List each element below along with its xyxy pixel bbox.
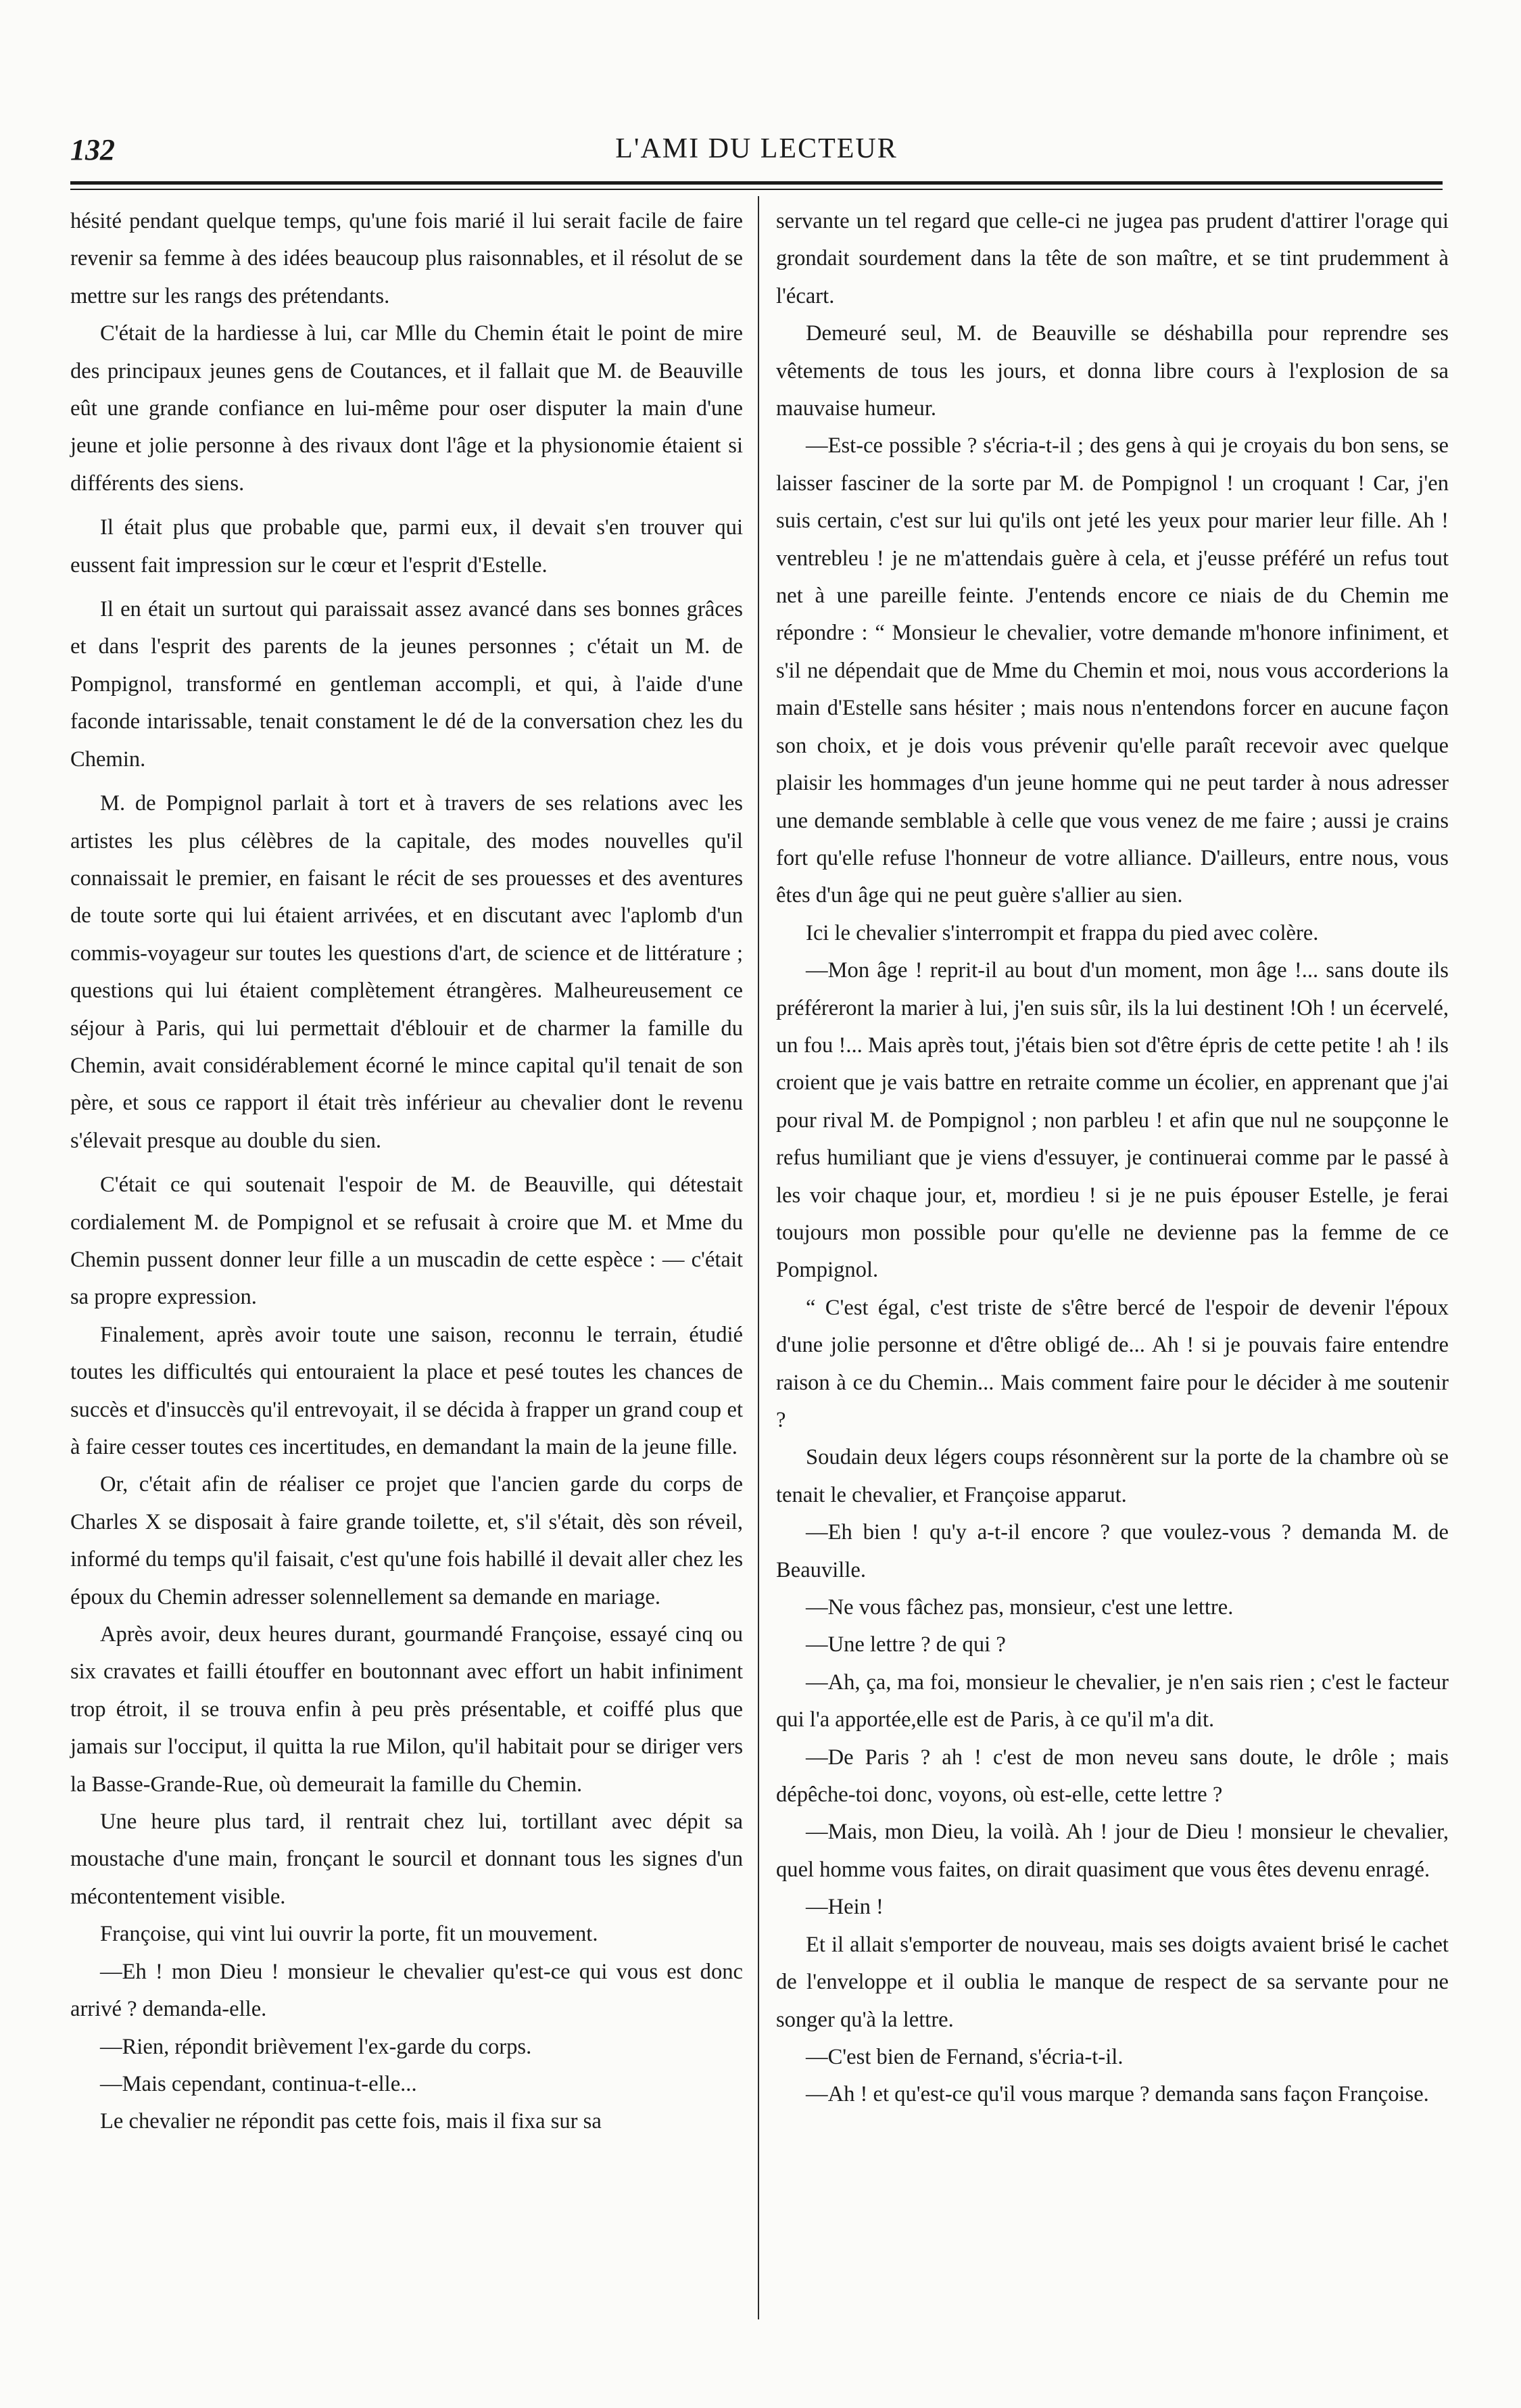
paragraph: C'était ce qui soutenait l'espoir de M. de Beauville, qui détestait cordialement M. de Pompignol et se refusait à croire que M. et Mme du Chemin pussent donner leur fille a un muscadin de cette espèce : — c'était sa propre expression. xyxy=(70,1173,743,1310)
paragraph: —Mais cependant, continua-t-elle... xyxy=(100,2071,417,2096)
page-header xyxy=(70,133,1443,173)
paragraph: Françoise, qui vint lui ouvrir la porte, fit un mouvement. xyxy=(100,1922,598,1947)
paragraph: —Mon âge ! reprit-il au bout d'un moment, mon âge !... sans doute ils préféreront la marier à lui, j'en suis sûr, ils la lui destinent !Oh ! un écervelé, un fou !... Mais après tout, j'étais bien sot d'être épris de cette petite ! ah ! ils croient que je vais battre en retraite comme un écolier, en apprenant que j'ai pour rival M. de Pompignol ; non parbleu ! et afin que nul ne soupçonne le refus humiliant que je viens d'essuyer, je continuerai comme par le passé à les voir chaque jour, et, mordieu ! si je ne puis épouser Estelle, je ferai toujours mon possible pour qu'elle ne devienne pas la femme de ce Pompignol. xyxy=(776,958,1449,1283)
column-divider xyxy=(758,196,759,2319)
paragraph: —Eh ! mon Dieu ! monsieur le chevalier qu'est-ce qui vous est donc arrivé ? demanda-elle. xyxy=(70,1959,743,2022)
paragraph: —C'est bien de Fernand, s'écria-t-il. xyxy=(806,2044,1124,2069)
left-column xyxy=(70,203,743,2141)
paragraph: “ C'est égal, c'est triste de s'être bercé de l'espoir de devenir l'époux d'une jolie personne et d'être obligé de... Ah ! si je pouvais faire entendre raison à ce du Chemin... Mais comment faire pour le décider à me soutenir ? xyxy=(776,1295,1449,1432)
running-title: L'AMI DU LECTEUR xyxy=(615,133,898,164)
paragraph: Après avoir, deux heures durant, gourmandé Françoise, essayé cinq ou six cravates et failli étouffer en boutonnant avec effort un habit infiniment trop étroit, il se trouva enfin à peu près présentable, et coiffé plus que jamais sur l'occiput, il quitta la rue Milon, qu'il habitait pour se diriger vers la Basse-Grande-Rue, où demeurait la famille du Chemin. xyxy=(70,1622,743,1797)
paragraph: C'était de la hardiesse à lui, car Mlle du Chemin était le point de mire des principaux jeunes gens de Coutances, et il fallait que M. de Beauville eût une grande confiance en lui-même pour oser disputer la main d'une jeune et jolie personne à des rivaux dont l'âge et la physionomie étaient si différents des siens. xyxy=(70,321,743,496)
page-number: 132 xyxy=(70,133,115,166)
paragraph: —De Paris ? ah ! c'est de mon neveu sans doute, le drôle ; mais dépêche-toi donc, voyons, où est-elle, cette lettre ? xyxy=(776,1745,1449,1808)
paragraph: Demeuré seul, M. de Beauville se déshabilla pour reprendre ses vêtements de tous les jours, et donna libre cours à l'explosion de sa mauvaise humeur. xyxy=(776,321,1449,421)
paragraph: Or, c'était afin de réaliser ce projet que l'ancien garde du corps de Charles X se disposait à faire grande toilette, et, s'il s'était, dès son réveil, informé du temps qu'il faisait, c'est qu'une fois habillé il devait aller chez les époux du Chemin adresser solennellement sa demande en mariage. xyxy=(70,1472,743,1609)
header-rule-thin xyxy=(70,189,1443,190)
paragraph: Ici le chevalier s'interrompit et frappa du pied avec colère. xyxy=(806,920,1319,945)
paragraph: —Une lettre ? de qui ? xyxy=(806,1632,1006,1657)
paragraph: —Hein ! xyxy=(806,1895,884,1920)
paragraph: Une heure plus tard, il rentrait chez lui, tortillant avec dépit sa moustache d'une main, fronçant le sourcil et donnant tous les signes d'un mécontentement visible. xyxy=(70,1810,743,1909)
paragraph: —Mais, mon Dieu, la voilà. Ah ! jour de Dieu ! monsieur le chevalier, quel homme vous faites, on dirait quasiment que vous êtes devenu enragé. xyxy=(776,1820,1449,1882)
paragraph: Il était plus que probable que, parmi eux, il devait s'en trouver qui eussent fait impression sur le cœur et l'esprit d'Estelle. xyxy=(70,515,743,577)
paragraph: Et il allait s'emporter de nouveau, mais ses doigts avaient brisé le cachet de l'enveloppe et il oublia le manque de respect de sa servante pour ne songer qu'à la lettre. xyxy=(776,1932,1449,2032)
paragraph: —Eh bien ! qu'y a-t-il encore ? que voulez-vous ? demanda M. de Beauville. xyxy=(776,1520,1449,1582)
paragraph: hésité pendant quelque temps, qu'une fois marié il lui serait facile de faire revenir sa femme à des idées beaucoup plus raisonnables, et il résolut de se mettre sur les rangs des prétendants. xyxy=(70,209,743,308)
header-rule-thick xyxy=(70,181,1443,185)
paragraph: —Ah ! et qu'est-ce qu'il vous marque ? demanda sans façon Françoise. xyxy=(806,2082,1429,2107)
paragraph: Il en était un surtout qui paraissait assez avancé dans ses bonnes grâces et dans l'esprit des parents de la jeunes personnes ; c'était un M. de Pompignol, transformé en gentleman accompli, et qui, à l'aide d'une faconde intarissable, tenait constament le dé de la conversation chez les du Chemin. xyxy=(70,597,743,772)
paragraph: Finalement, après avoir toute une saison, reconnu le terrain, étudié toutes les difficultés qui entouraient la place et pesé toutes les chances de succès et d'insuccès qu'il entrevoyait, il se décida à frapper un grand coup et à faire cesser toutes ces incertitudes, en demandant la main de la jeune fille. xyxy=(70,1322,743,1459)
paragraph: —Rien, répondit brièvement l'ex-garde du corps. xyxy=(100,2034,532,2059)
paragraph: Le chevalier ne répondit pas cette fois, mais il fixa sur sa xyxy=(100,2109,602,2134)
paragraph: Soudain deux légers coups résonnèrent sur la porte de la chambre où se tenait le chevalier, et Françoise apparut. xyxy=(776,1445,1449,1507)
paragraph: servante un tel regard que celle-ci ne jugea pas prudent d'attirer l'orage qui grondait sourdement dans la tête de son maître, et se tint prudemment à l'écart. xyxy=(776,209,1449,308)
paragraph: —Est-ce possible ? s'écria-t-il ; des gens à qui je croyais du bon sens, se laisser fasciner de la sorte par M. de Pompignol ! un croquant ! Car, j'en suis certain, c'est sur lui qu'ils ont jeté les yeux pour marier leur fille. Ah ! ventrebleu ! je ne m'attendais guère à cela, et j'eusse préféré un refus tout net à une pareille feinte. J'entends encore ce niais de du Chemin me répondre : “ Monsieur le chevalier, votre demande m'honore infiniment, et s'il ne dépendait que de Mme du Chemin et moi, nous vous accorderions la main d'Estelle sans hésiter ; mais nous n'entendons forcer en aucune façon son choix, et je dois vous prévenir qu'elle paraît recevoir avec quelque plaisir les hommages d'un jeune homme qui ne peut tarder à nous adresser une demande semblable à celle que vous venez de me faire ; aussi je crains fort qu'elle refuse l'honneur de votre alliance. D'ailleurs, entre nous, vous êtes d'un âge qui ne peut guère s'allier au sien. xyxy=(776,433,1449,908)
paragraph: —Ne vous fâchez pas, monsieur, c'est une lettre. xyxy=(806,1595,1234,1620)
paragraph: M. de Pompignol parlait à tort et à travers de ses relations avec les artistes les plus célèbres de la capitale, des modes nouvelles qu'il connaissait le premier, en faisant le récit de ses prouesses et des aventures de toute sorte qui lui étaient arrivées, et en discutant avec l'aplomb d'un commis-voyageur sur toutes les questions d'art, de science et de littérature ; questions qui lui étaient complètement étrangères. Malheureusement ce séjour à Paris, qui lui permettait d'éblouir et de charmer la famille du Chemin, avait considérablement écorné le mince capital qu'il tenait de son père, et sous ce rapport il était très inférieur au chevalier dont le revenu s'élevait presque au double du sien. xyxy=(70,791,743,1153)
paragraph: —Ah, ça, ma foi, monsieur le chevalier, je n'en sais rien ; c'est le facteur qui l'a apportée,elle est de Paris, à ce qu'il m'a dit. xyxy=(776,1670,1449,1732)
right-column xyxy=(776,203,1449,2114)
